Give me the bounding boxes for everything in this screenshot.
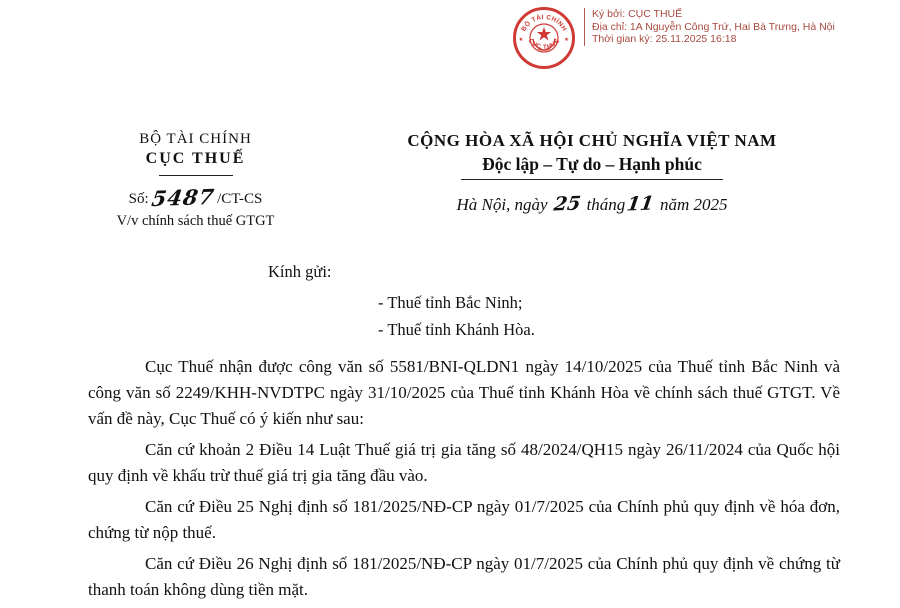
motto-underline bbox=[461, 179, 723, 180]
signature-signer: Ký bởi: CỤC THUẾ bbox=[592, 8, 683, 20]
digital-signature-stamp bbox=[512, 6, 835, 70]
recipient-list bbox=[378, 289, 535, 343]
seal-left-star-icon: ★ bbox=[518, 37, 524, 43]
date-year: năm 2025 bbox=[660, 195, 728, 214]
document-number-label: Số: bbox=[128, 191, 149, 207]
document-subject: V/v chính sách thuế GTGT bbox=[116, 213, 275, 229]
document-number-line bbox=[88, 185, 303, 210]
tax-department-seal-icon bbox=[512, 6, 576, 70]
seal-right-star-icon: ★ bbox=[564, 37, 569, 43]
national-title: CỘNG HÒA XÃ HỘI CHỦ NGHĨA VIỆT NAM bbox=[407, 131, 777, 150]
national-header-block bbox=[378, 131, 806, 215]
body-paragraph: Căn cứ Điều 26 Nghị định số 181/2025/NĐ-CP ngày 01/7/2025 của Chính phủ quy định về chứng từ thanh toán không dùng tiền mặt. bbox=[88, 554, 840, 599]
date-prefix: Hà Nội, ngày bbox=[456, 195, 548, 214]
recipient-item: - Thuế tỉnh Bắc Ninh; bbox=[378, 293, 523, 312]
issuing-agency-block bbox=[88, 131, 303, 230]
seal-center-star-icon bbox=[537, 27, 551, 40]
salutation-label: Kính gửi: bbox=[268, 262, 332, 281]
national-motto: Độc lập – Tự do – Hạnh phúc bbox=[482, 154, 702, 174]
date-month-label: tháng bbox=[586, 195, 626, 214]
document-number-suffix: /CT-CS bbox=[217, 191, 263, 207]
seal-top-text: BỘ TÀI CHÍNH bbox=[520, 13, 568, 33]
body-paragraph: Căn cứ Điều 25 Nghị định số 181/2025/NĐ-CP ngày 01/7/2025 của Chính phủ quy định về hóa đơn, chứng từ nộp thuế. bbox=[88, 497, 840, 542]
agency-name: CỤC THUẾ bbox=[145, 150, 246, 167]
signature-time: Thời gian ký: 25.11.2025 16:18 bbox=[592, 33, 737, 45]
document-number-handwritten: 5487 bbox=[149, 183, 217, 212]
recipient-item: - Thuế tỉnh Khánh Hòa. bbox=[378, 320, 535, 339]
body-paragraph: Căn cứ khoản 2 Điều 14 Luật Thuế giá trị gia tăng số 48/2024/QH15 ngày 26/11/2024 của Quốc hội quy định về khấu trừ thuế giá trị gia tăng đầu vào. bbox=[88, 440, 840, 485]
date-month-handwritten: 11 bbox=[625, 192, 656, 216]
body-paragraph: Cục Thuế nhận được công văn số 5581/BNI-QLDN1 ngày 14/10/2025 của Thuế tỉnh Bắc Ninh và công văn số 2249/KHH-NVDTPC ngày 31/10/2025 của Thuế tỉnh Khánh Hòa về chính sách thuế GTGT. Về vấn đề này, Cục Thuế có ý kiến như sau: bbox=[88, 357, 840, 428]
date-day-handwritten: 25 bbox=[552, 192, 582, 216]
signature-info bbox=[584, 8, 835, 46]
svg-text:CỤC THUẾ bbox=[527, 37, 562, 51]
agency-underline bbox=[159, 175, 233, 176]
signature-address: Địa chỉ: 1A Nguyễn Công Trứ, Hai Bà Trưng, Hà Nội bbox=[592, 20, 835, 33]
ministry-name: BỘ TÀI CHÍNH bbox=[139, 131, 252, 147]
place-date-line bbox=[378, 193, 806, 215]
seal-bottom-text: CỤC THUẾ bbox=[526, 37, 562, 52]
document-body bbox=[88, 354, 840, 608]
